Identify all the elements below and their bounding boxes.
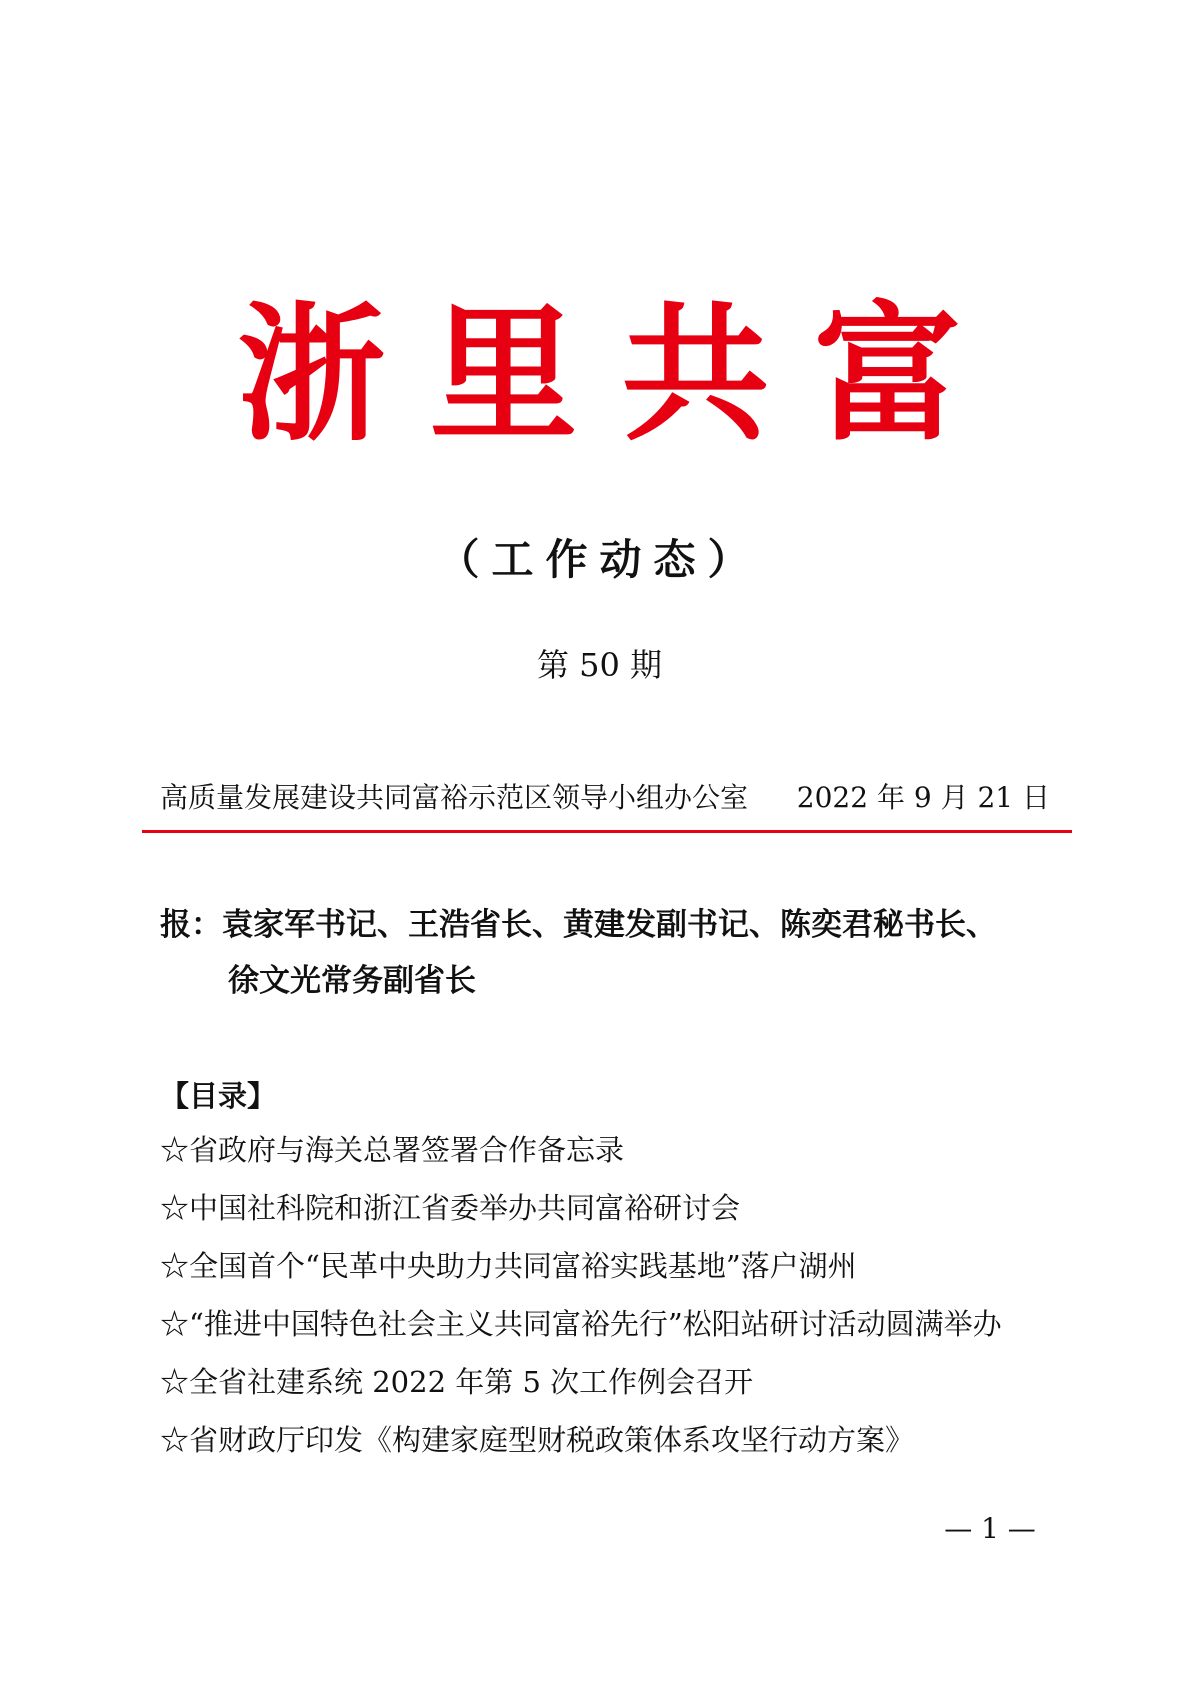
report-recipients (160, 897, 1080, 1009)
toc-item: ☆省财政厅印发《构建家庭型财税政策体系攻坚行动方案》 (160, 1423, 915, 1457)
red-divider-rule (142, 830, 1072, 833)
toc-heading: 【目录】 (160, 1079, 277, 1113)
report-line-1: 报：袁家军书记、王浩省长、黄建发副书记、陈奕君秘书长、 (160, 907, 997, 943)
toc-list (160, 1127, 1060, 1475)
toc-item: ☆全国首个“民革中央助力共同富裕实践基地”落户湖州 (160, 1249, 857, 1283)
toc-item: ☆省政府与海关总署签署合作备忘录 (160, 1133, 625, 1167)
toc-item: ☆中国社科院和浙江省委举办共同富裕研讨会 (160, 1191, 741, 1225)
issue-date: 2022 年 9 月 21 日 (796, 781, 1050, 814)
page-number: — 1 — (944, 1512, 1036, 1545)
issuing-office: 高质量发展建设共同富裕示范区领导小组办公室 (160, 781, 749, 814)
issue-number: 第 50 期 (536, 646, 663, 684)
toc-item: ☆“推进中国特色社会主义共同富裕先行”松阳站研讨活动圆满举办 (160, 1307, 1002, 1341)
issuer-row (160, 776, 1050, 820)
report-line-2: 徐文光常务副省长 (228, 963, 476, 999)
document-subtitle: （工作动态） (437, 535, 762, 584)
masthead-title: 浙里共富 (237, 289, 1006, 461)
toc-item: ☆全省社建系统 2022 年第 5 次工作例会召开 (160, 1365, 754, 1399)
